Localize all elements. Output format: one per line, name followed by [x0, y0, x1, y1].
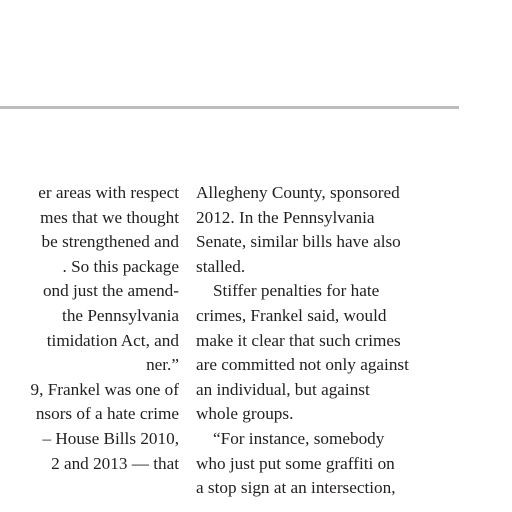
text-line: Allegheny County, sponsored: [196, 183, 400, 202]
text-line: 9, Frankel was one of: [30, 379, 179, 399]
article-column-right: [196, 181, 409, 501]
article-column-left: [31, 181, 179, 476]
text-line: the Pennsylvania: [62, 305, 179, 325]
text-line: crimes, Frankel said, would: [196, 305, 387, 325]
text-line: ond just the amend-: [42, 281, 179, 301]
text-line: be strengthened and: [41, 232, 179, 252]
text-line: mes that we thought: [40, 207, 179, 227]
text-line: er areas with respect: [38, 183, 179, 202]
text-line: stalled.: [196, 256, 246, 276]
text-line: 2012. In the Pennsylvania: [196, 207, 375, 227]
text-line: timidation Act, and: [46, 330, 179, 350]
text-line: who just put some graffiti on: [196, 453, 395, 473]
text-line: . So this package: [62, 256, 179, 276]
text-line: a stop sign at an intersection,: [196, 478, 396, 498]
text-line: whole groups.: [196, 404, 294, 424]
text-line: an individual, but against: [196, 379, 370, 399]
paragraph-first-line: Stiffer penalties for hate: [213, 281, 380, 301]
paragraph-first-line: “For instance, somebody: [213, 428, 385, 448]
text-line: Senate, similar bills have also: [196, 232, 401, 252]
text-line: make it clear that such crimes: [196, 330, 401, 350]
text-line: nsors of a hate crime: [35, 404, 179, 424]
text-line: – House Bills 2010,: [42, 428, 179, 448]
text-line: ner.”: [146, 355, 179, 375]
text-line: 2 and 2013 — that: [51, 453, 179, 473]
text-line: are committed not only against: [196, 355, 409, 375]
section-divider-rule: [0, 106, 459, 109]
